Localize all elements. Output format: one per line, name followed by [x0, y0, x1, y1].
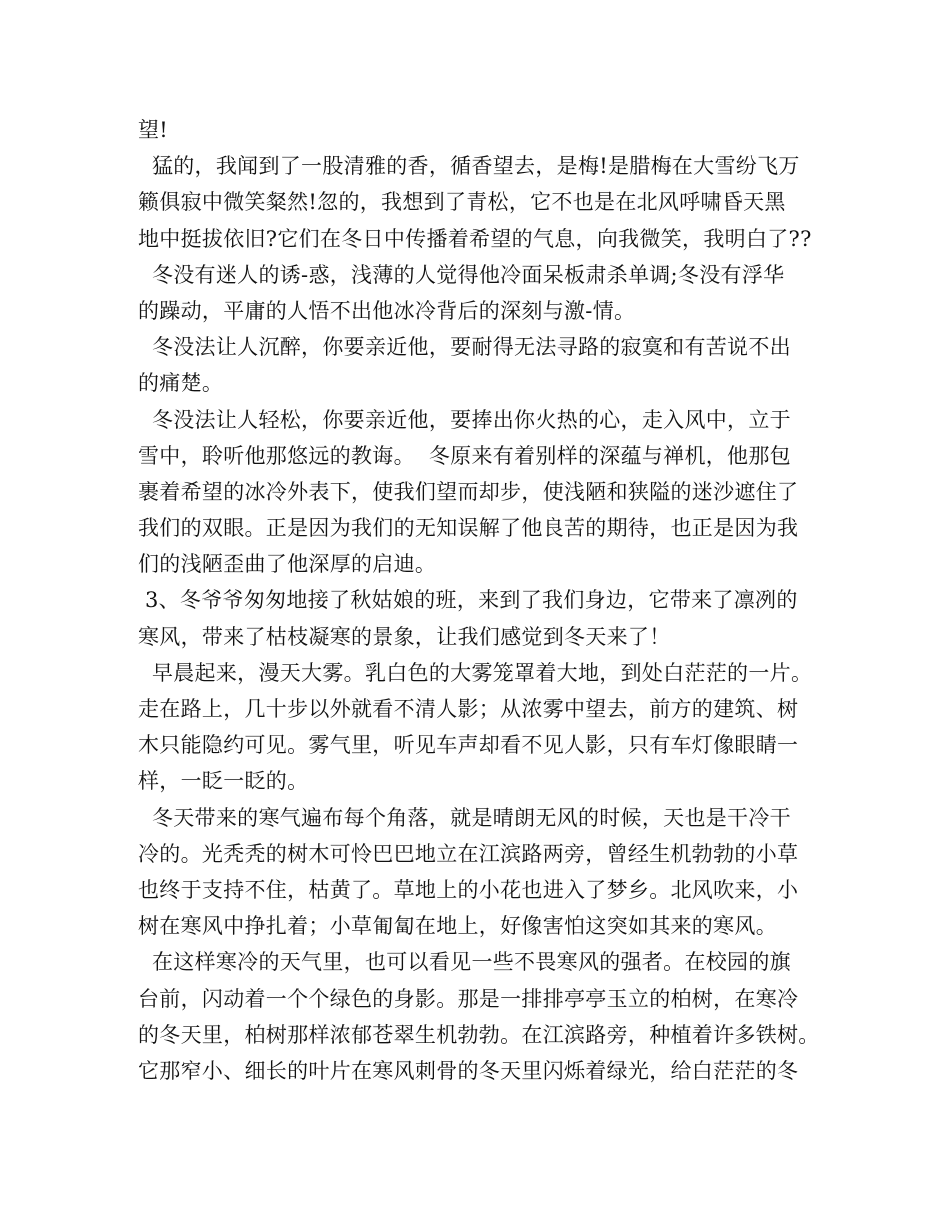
text-line: 裹着希望的冰冷外表下，使我们望而却步，使浅陋和狭隘的迷沙遮住了: [138, 479, 799, 504]
text-line: 冷的。光秃秃的树木可怜巴巴地立在江滨路两旁，曾经生机勃勃的小草: [138, 841, 799, 866]
text-line: 冬没法让人沉醉，你要亲近他，要耐得无法寻路的寂寞和有苦说不出: [138, 335, 791, 360]
text-line: 冬天带来的寒气遍布每个角落，就是晴朗无风的时候，天也是干冷干: [138, 805, 791, 830]
text-line: 寒风，带来了枯枝凝寒的景象，让我们感觉到冬天来了！: [138, 624, 671, 649]
text-line: 雪中，聆听他那悠远的教诲。 冬原来有着别样的深蕴与禅机，他那包: [138, 443, 791, 468]
text-line: 猛的，我闻到了一股清雅的香，循香望去，是梅!是腊梅在大雪纷飞万: [138, 154, 800, 179]
text-line: 树在寒风中挣扎着；小草匍匐在地上，好像害怕这突如其来的寒风。: [138, 914, 777, 939]
text-line: 望!: [138, 118, 169, 142]
text-line: 籁俱寂中微笑粲然!忽的，我想到了青松，它不也是在北风呼啸昏天黑: [138, 190, 786, 215]
text-line: 样，一眨一眨的。: [138, 769, 309, 794]
text-line: 的痛楚。: [138, 371, 224, 396]
text-line: 走在路上，几十步以外就看不清人影；从浓雾中望去，前方的建筑、树: [138, 697, 799, 721]
text-line: 木只能隐约可见。雾气里，听见车声却看不见人影，只有车灯像眼睛一: [138, 733, 799, 758]
text-line: 们的浅陋歪曲了他深厚的启迪。: [138, 552, 437, 577]
text-line: 冬没法让人轻松，你要亲近他，要捧出你火热的心，走入风中，立于: [138, 407, 791, 432]
text-line: 它那窄小、细长的叶片在寒风刺骨的冬天里闪烁着绿光，给白茫茫的冬: [138, 1058, 799, 1083]
text-line: 3、冬爷爷匆匆地接了秋姑娘的班，来到了我们身边，它带来了凛冽的: [138, 588, 798, 613]
text-line: 的躁动，平庸的人悟不出他冰冷背后的深刻与激-情。: [138, 298, 636, 323]
text-line: 冬没有迷人的诱-惑，浅薄的人觉得他冷面呆板肃杀单调;冬没有浮华: [138, 262, 785, 287]
text-line: 我们的双眼。正是因为我们的无知误解了他良苦的期待，也正是因为我: [138, 516, 799, 541]
body-text: [138, 112, 818, 1089]
text-line: 地中挺拔依旧?它们在冬日中传播着希望的气息，向我微笑，我明白了??: [138, 226, 812, 251]
text-line: 早晨起来，漫天大雾。乳白色的大雾笼罩着大地，到处白茫茫的一片。: [138, 660, 813, 685]
text-line: 在这样寒冷的天气里，也可以看见一些不畏寒风的强者。在校园的旗: [138, 950, 791, 975]
text-line: 的冬天里，柏树那样浓郁苍翠生机勃勃。在江滨路旁，种植着许多铁树。: [138, 1022, 820, 1047]
text-line: 也终于支持不住，枯黄了。草地上的小花也进入了梦乡。北风吹来，小: [138, 877, 799, 902]
text-line: 台前，闪动着一个个绿色的身影。那是一排排亭亭玉立的柏树，在寒冷: [138, 986, 799, 1011]
